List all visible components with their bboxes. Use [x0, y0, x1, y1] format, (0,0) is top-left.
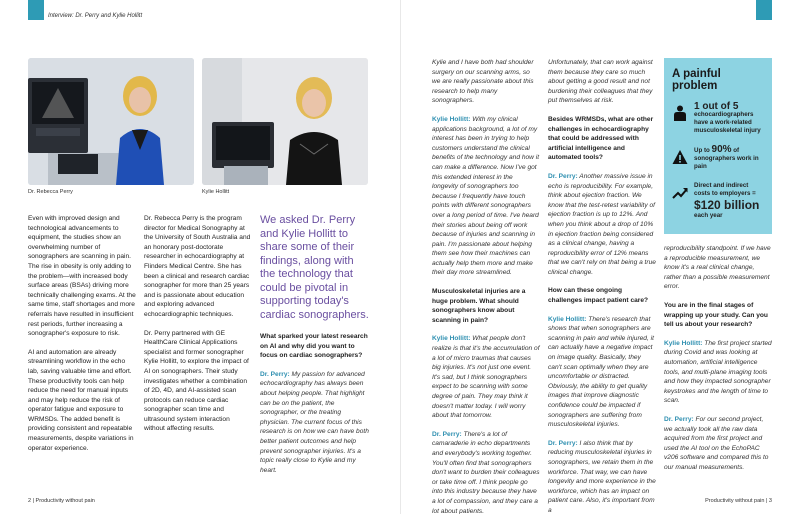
continued-answer: Kylie and I have both had shoulder surgery on our scanning arms, so we are really passionate about this research to help many sonographers.	[432, 59, 534, 105]
stat-cost-period: each year	[694, 212, 723, 219]
interview-answer	[432, 115, 540, 278]
stat-pain-line	[694, 146, 764, 171]
person-icon	[672, 105, 688, 121]
stat-pain-suffix: of sonographers work in pain	[694, 147, 759, 170]
continued-answer: reproducibility standpoint. If we have a reproducible measurement, we know it's a real clinical change, rather than a possible measurement error.	[664, 245, 771, 291]
stat-pain-prefix: Up to	[694, 147, 712, 154]
photo-dr-perry-illustration	[28, 58, 194, 185]
speaker-label: Kylie Hollitt:	[432, 115, 471, 123]
header-accent-tab-right	[756, 0, 772, 20]
interview-question: Musculoskeletal injuries are a huge problem. What should sonographers know about scanning in pain?	[432, 288, 526, 324]
answer-text: The first project started during Covid and was looking at automation, artificial intelligence tools, and multi-plane imaging tools and how they impacted sonographer keystrokes and the length of time to scan.	[664, 339, 772, 405]
photo-kylie-hollitt	[202, 58, 368, 185]
footer-left: 2 | Productivity without pain	[28, 498, 95, 504]
interview-question: How can these ongoing challenges impact patient care?	[548, 287, 649, 305]
left-column-2	[144, 214, 252, 443]
dr-perry-bio-paragraph: Dr. Rebecca Perry is the program director for Medical Sonography at the University of South Australia and an honorary post-doctorate researcher in echocardiography at Flinders Medical Centre. She has been a clinical and research cardiac sonographer for more than 25 years and is passionate about education and exploring advanced echocardiographic techniques.	[144, 215, 251, 318]
interview-answer	[432, 334, 540, 420]
interview-answer	[432, 430, 540, 514]
answer-text: There's a lot of camaraderie in echo departments and everybody's working together. You'll often find that sonographers don't want to burden their colleagues or take time off. I think people go into this industry because they have a lot of compassion, and they care a lot about patients.	[432, 430, 540, 514]
header-accent-tab	[28, 0, 44, 20]
right-column-2	[548, 58, 656, 514]
photo-dr-perry-caption: Dr. Rebecca Perry	[28, 189, 73, 195]
interview-answer	[664, 339, 772, 406]
interview-answer	[260, 370, 370, 476]
speaker-label: Kylie Hollitt:	[664, 339, 703, 347]
warning-icon	[672, 149, 688, 165]
interview-question: Besides WRMSDs, what are other challenges in echocardiography that could be addressed with artificial intelligence and automated tools?	[548, 115, 654, 162]
interview-question: You are in the final stages of wrapping up your study. Can you tell us about your research?	[664, 301, 768, 329]
speaker-label: Dr. Perry:	[432, 430, 462, 438]
continued-answer: Unfortunately, that can work against them because they care so much about getting a good result and not burdening their colleagues that they put themselves at risk.	[548, 59, 653, 105]
answer-text: What people don't realize is that it's the accumulation of a lot of micro traumas that causes big injuries. It's not just one event. It's sad, but I think sonographers expect to be scanning with some degree of pain. They may think it doesn't matter today. I will worry about that tomorrow.	[432, 335, 540, 420]
speaker-label: Kylie Hollitt:	[548, 315, 587, 323]
panel-title: A painful problem	[672, 68, 721, 92]
answer-text: I also think that by reducing musculoskeletal injuries in sonographers, we retain them in the workforce. That way, we can have longevity and more experience in the workforce, which has an impact on patient care. Also, it's important from a	[548, 439, 656, 514]
right-column-3	[664, 244, 772, 481]
interview-answer	[548, 315, 656, 430]
stat-injury-text: echocardiographers have a work-related musculoskeletal injury	[694, 111, 761, 134]
left-column-1	[28, 214, 136, 462]
interview-answer	[548, 172, 656, 278]
interview-question: What sparked your latest research on AI and why did you want to focus on cardiac sonographers?	[260, 333, 368, 360]
left-column-3	[260, 214, 370, 484]
stat-cost-value: $120 billion	[694, 198, 760, 212]
footer-right: Productivity without pain | 3	[705, 498, 772, 504]
running-head: Interview: Dr. Perry and Kylie Hollitt	[48, 13, 143, 19]
photo-kylie-hollitt-caption: Kylie Hollitt	[202, 189, 230, 195]
stat-pain	[672, 146, 764, 171]
answer-text: With my clinical applications background, a lot of my interest has been in trying to help customers understand the clinical benefits of the technology and how it can make a difference. Now I've got this extended interest in the longevity of sonographers too because I frequently have touch points with different sonographers over a long period of time. I've heard their stories about being off work because of injuries and scanning in pain. I'm passionate about helping them see how their machines can actually help them more and make their day more streamlined.	[432, 115, 540, 277]
answer-text: Another massive issue in echo is reproducibility. For example, think about ejection fraction. We know that the test-retest variability of ejection fraction is up to 12%. And when you think about a drop of 10% in ejection fraction being considered as a clinical change, having a reproducibility error of 12% means that we can't rely on that being a true clinical change.	[548, 172, 656, 276]
speaker-label: Dr. Perry:	[548, 172, 578, 180]
photo-dr-perry	[28, 58, 194, 185]
speaker-label: Dr. Perry:	[260, 370, 290, 378]
speaker-label: Dr. Perry:	[664, 415, 694, 423]
speaker-label: Dr. Perry:	[548, 439, 578, 447]
answer-text: My passion for advanced echocardiography has always been about helping people. That highlight can be on the patient, the sonographer, or the treating physician. The current focus of this research is on how we can have both better patient outcomes and help prevent sonographer injuries. It's a topic really close to Kylie and my heart.	[260, 370, 369, 474]
interview-answer	[548, 439, 656, 514]
stat-pain-value: 90%	[711, 144, 732, 155]
painful-problem-panel	[664, 58, 772, 234]
photo-kylie-hollitt-illustration	[202, 58, 368, 185]
speaker-label: Kylie Hollitt:	[432, 335, 471, 343]
stat-injury-value: 1 out of 5	[694, 101, 739, 112]
stat-cost	[672, 182, 764, 220]
partnership-paragraph: Dr. Perry partnered with GE HealthCare Clinical Applications specialist and former sonographer Kylie Hollitt, to explore the impact of AI on sonographers. Their study investigates whether a combination of 2D, 4D, and AI-assisted scan protocols can reduce cardiac sonographer scan time and ultrasound system interaction without affecting results.	[144, 329, 249, 433]
intro-paragraph: Even with improved design and technological advancements to equipment, the studies show an overwhelming number of sonographers are scanning in pain. The rise in obesity is only adding to the problem—with increased body surface areas (BSAs) driving more technically challenging exams. At the same time, staff shortages and more referrals have resulted in insufficient rest periods, further increasing a sonographer's exposure to risk.	[28, 215, 136, 338]
answer-text: There's research that shows that when sonographers are scanning in pain and while injured, it can actually have a negative impact on image quality. Basically, they can't scan optimally when they are uncomfortable or distracted. Obviously, the ability to get quality images that improve diagnostic confidence could be impacted if sonographers are suffering from musculoskeletal injuries.	[548, 315, 654, 429]
right-column-1	[432, 58, 540, 514]
pull-quote: We asked Dr. Perry and Kylie Hollitt to share some of their findings, along with the technology that could be pivotal in supporting today's cardiac sonographers.	[260, 214, 369, 321]
stat-injury	[672, 102, 764, 135]
ai-automation-paragraph: AI and automation are already streamlining workflow in the echo lab, saving valuable time and effort. These productivity tools can help reduce the need for manual inputs and may help reduce the risk of operator fatigue and exposure to WRMSDs. The added benefit is providing consistent and repeatable measurements, despite variations in operator experience.	[28, 348, 134, 452]
stat-cost-text: Direct and indirect costs to employers =	[694, 182, 756, 197]
answer-text: For our second project, we actually took all the raw data acquired from the first project and used the AI tool on the EchoPAC v206 software and compared this to our manual measurements.	[664, 415, 769, 471]
trend-up-icon	[672, 185, 688, 201]
interview-answer	[664, 415, 772, 473]
